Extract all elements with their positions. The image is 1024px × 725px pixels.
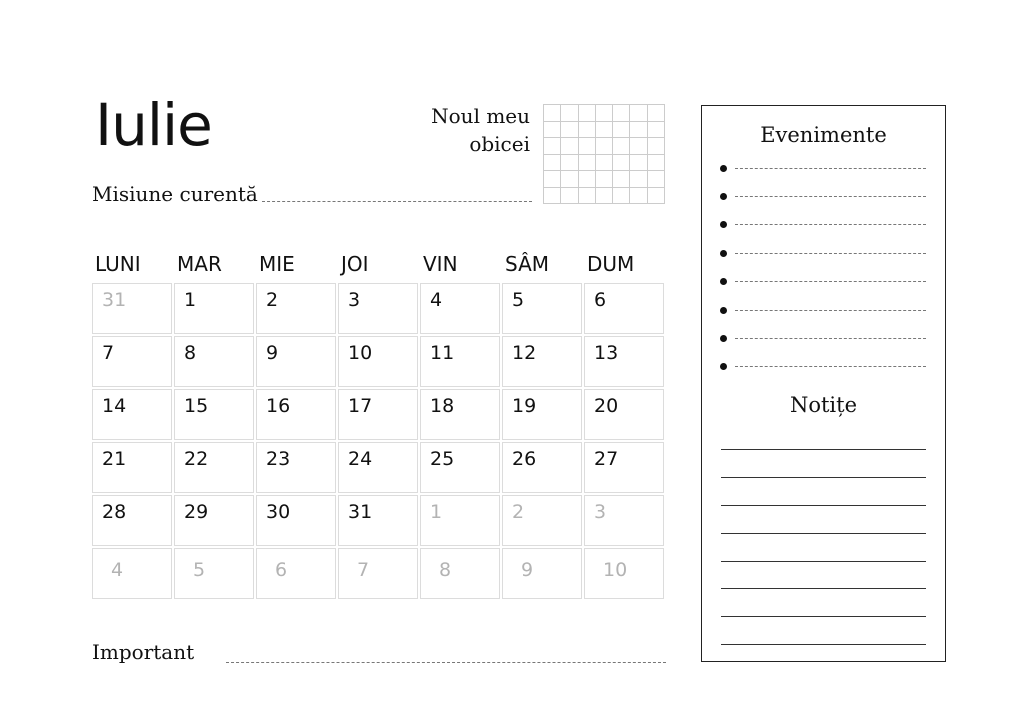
current-mission [92,182,532,206]
notes-list [702,422,945,645]
day-cell: 20 [584,389,664,440]
event-write-line [735,281,926,282]
bullet-icon [720,335,727,342]
event-write-line [735,310,926,311]
habit-label-line2: obicei [469,132,530,156]
month-title: Iulie [95,91,212,159]
habit-cell [630,188,647,205]
weekday-label: LUNI [95,252,141,276]
event-write-line [735,168,926,169]
note-line [721,534,926,562]
habit-cell [613,138,630,155]
habit-cell [596,105,613,122]
habit-cell [544,171,561,188]
day-cell: 31 [338,495,418,546]
habit-cell [561,105,578,122]
habit-cell [561,188,578,205]
note-line [721,450,926,478]
event-item [702,154,945,182]
day-cell: 2 [502,495,582,546]
event-item [702,324,945,352]
habit-cell [596,155,613,172]
day-cell: 3 [338,283,418,334]
habit-cell [648,188,665,205]
day-cell: 8 [174,336,254,387]
habit-cell [544,155,561,172]
weekday-label: MIE [259,252,295,276]
habit-cell [630,138,647,155]
day-cell: 30 [256,495,336,546]
day-cell: 7 [338,548,418,599]
weekday-label: MAR [177,252,222,276]
weekday-label: VIN [423,252,458,276]
notes-title: Notițe [789,393,858,418]
day-cell: 6 [256,548,336,599]
habit-cell [579,122,596,139]
habit-cell [648,138,665,155]
habit-cell [561,155,578,172]
day-cell: 23 [256,442,336,493]
habit-cell [544,138,561,155]
day-cell: 14 [92,389,172,440]
day-cell: 10 [584,548,664,599]
calendar-grid [92,283,666,599]
important-label: Important [92,640,195,664]
mission-label: Misiune curentă [92,182,258,206]
bullet-icon [720,165,727,172]
important-section [92,640,666,664]
mission-write-line [262,201,532,202]
habit-cell [579,171,596,188]
note-line [721,562,926,590]
weekday-header [92,252,666,276]
habit-cell [648,171,665,188]
day-cell: 12 [502,336,582,387]
habit-cell [596,122,613,139]
habit-cell [544,188,561,205]
habit-cell [561,122,578,139]
day-cell: 21 [92,442,172,493]
habit-cell [579,155,596,172]
habit-label [431,102,530,158]
day-cell: 16 [256,389,336,440]
day-cell: 2 [256,283,336,334]
habit-cell [579,105,596,122]
habit-cell [630,122,647,139]
habit-tracker-grid [543,104,665,204]
day-cell: 7 [92,336,172,387]
event-write-line [735,366,926,367]
habit-cell [630,105,647,122]
day-cell: 24 [338,442,418,493]
habit-cell [613,155,630,172]
weekday-label: DUM [587,252,635,276]
event-item [702,211,945,239]
event-item [702,296,945,324]
weekday-label: JOI [341,252,369,276]
day-cell: 5 [502,283,582,334]
day-cell: 11 [420,336,500,387]
day-cell: 3 [584,495,664,546]
note-line [721,617,926,645]
habit-cell [596,188,613,205]
event-list [702,154,945,381]
habit-cell [613,171,630,188]
habit-cell [579,188,596,205]
important-write-line [226,662,666,663]
bullet-icon [720,193,727,200]
day-cell: 26 [502,442,582,493]
event-write-line [735,253,926,254]
habit-cell [579,138,596,155]
bullet-icon [720,278,727,285]
habit-cell [648,122,665,139]
event-item [702,239,945,267]
day-cell: 9 [256,336,336,387]
habit-cell [613,105,630,122]
habit-cell [630,155,647,172]
day-cell: 19 [502,389,582,440]
events-title: Evenimente [760,123,887,147]
event-write-line [735,338,926,339]
event-item [702,182,945,210]
day-cell: 4 [420,283,500,334]
weekday-label: SÂM [505,252,550,276]
event-item [702,353,945,381]
habit-cell [544,122,561,139]
sidebar-panel [701,105,946,662]
event-write-line [735,224,926,225]
note-line [721,478,926,506]
habit-cell [561,171,578,188]
habit-cell [613,122,630,139]
habit-cell [596,171,613,188]
day-cell: 9 [502,548,582,599]
note-line [721,422,926,450]
bullet-icon [720,250,727,257]
day-cell: 8 [420,548,500,599]
event-write-line [735,196,926,197]
habit-cell [613,188,630,205]
day-cell: 13 [584,336,664,387]
note-line [721,589,926,617]
day-cell: 25 [420,442,500,493]
day-cell: 18 [420,389,500,440]
day-cell: 15 [174,389,254,440]
habit-cell [544,105,561,122]
day-cell: 1 [174,283,254,334]
day-cell: 22 [174,442,254,493]
note-line [721,506,926,534]
habit-label-line1: Noul meu [431,104,530,128]
habit-cell [630,171,647,188]
day-cell: 31 [92,283,172,334]
bullet-icon [720,307,727,314]
day-cell: 1 [420,495,500,546]
day-cell: 28 [92,495,172,546]
day-cell: 27 [584,442,664,493]
habit-cell [561,138,578,155]
day-cell: 4 [92,548,172,599]
day-cell: 10 [338,336,418,387]
habit-cell [648,105,665,122]
day-cell: 5 [174,548,254,599]
day-cell: 29 [174,495,254,546]
habit-cell [648,155,665,172]
event-item [702,268,945,296]
bullet-icon [720,221,727,228]
habit-cell [596,138,613,155]
day-cell: 6 [584,283,664,334]
day-cell: 17 [338,389,418,440]
bullet-icon [720,363,727,370]
